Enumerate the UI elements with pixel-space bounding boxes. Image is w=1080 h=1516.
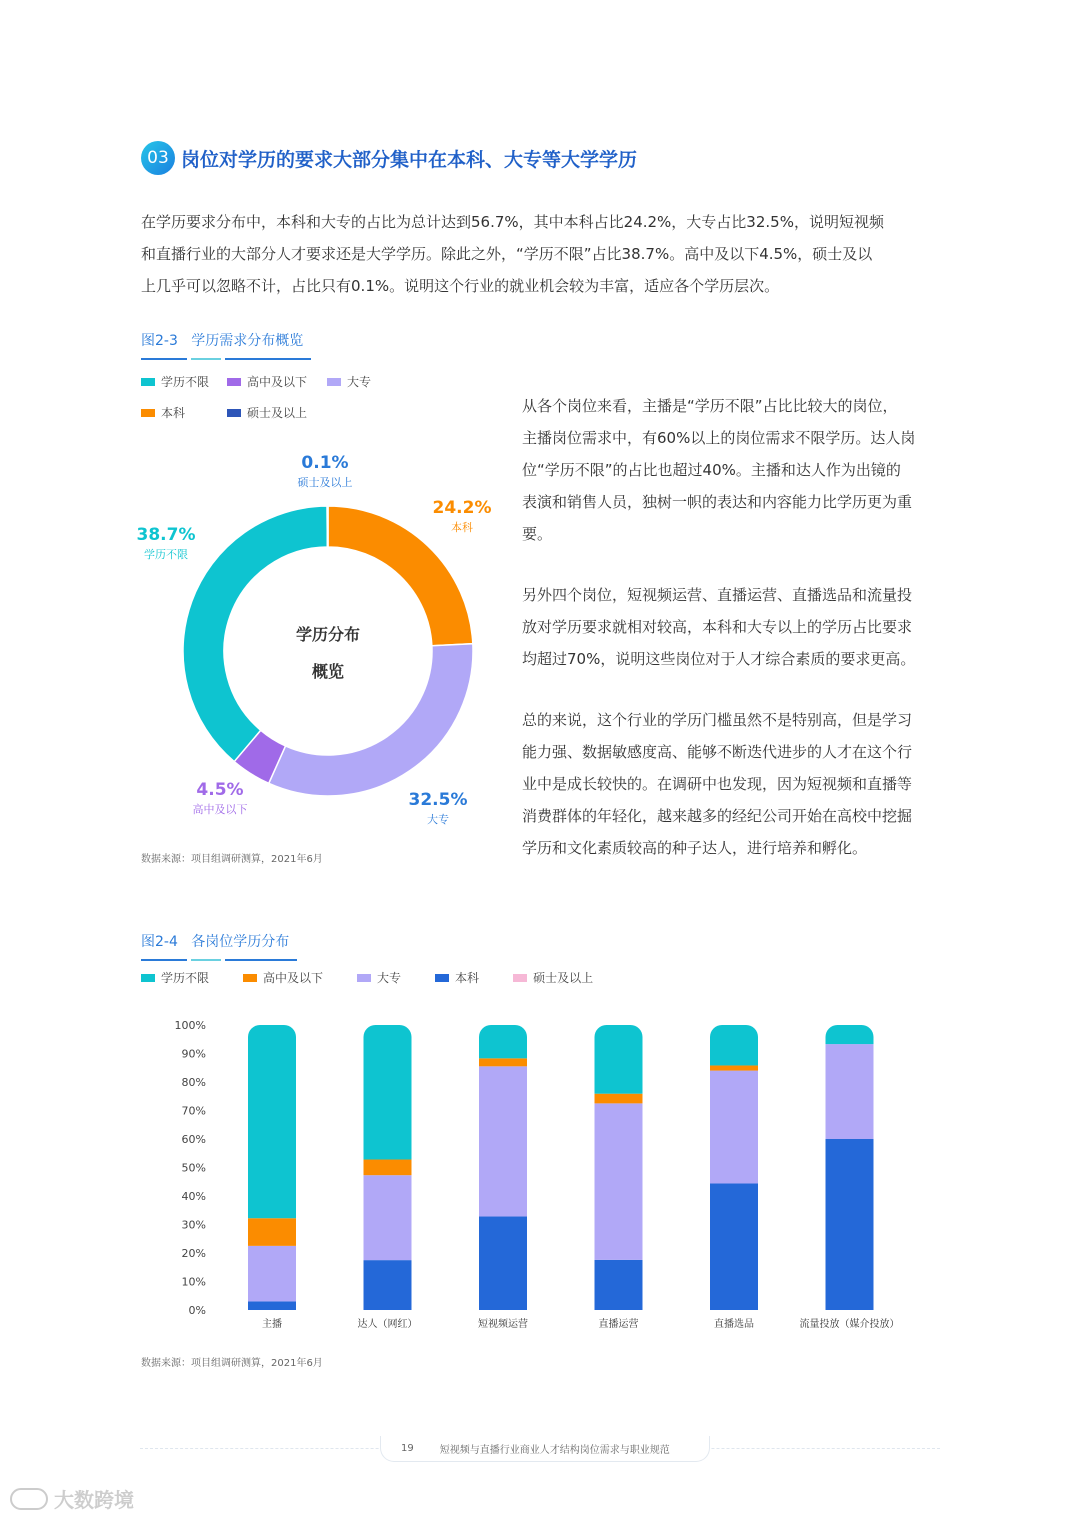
- slice-name-label: 学历不限: [144, 548, 188, 561]
- paragraph: [522, 579, 952, 675]
- legend-item: [357, 969, 401, 986]
- watermark-text: 大数跨境: [54, 1488, 134, 1512]
- analysis-text: [522, 390, 952, 864]
- bar-segment-本科: [248, 1301, 296, 1310]
- y-tick-label: 70%: [181, 1104, 206, 1118]
- y-tick-label: 90%: [181, 1047, 206, 1061]
- legend-item: [141, 404, 227, 421]
- y-tick-label: 10%: [181, 1275, 206, 1289]
- figure-title: 图2-3 学历需求分布概览: [141, 333, 304, 349]
- text-line: 从各个岗位来看，主播是“学历不限”占比比较大的岗位，: [522, 397, 898, 415]
- x-tick-label: 直播选品: [714, 1319, 754, 1330]
- legend-label: 高中及以下: [247, 375, 308, 389]
- text-line: 能力强、数据敏感度高、能够不断迭代进步的人才在这个行: [522, 743, 913, 761]
- legend-swatch: [227, 409, 241, 417]
- slice-value-label: 0.1%: [301, 453, 349, 473]
- bar-segment-高中及以下: [248, 1218, 296, 1246]
- text-line: 位“学历不限”的占比也超过40%。主播和达人作为出镜的: [522, 461, 901, 479]
- figure-2-3-header: [141, 330, 311, 360]
- legend-label: 硕士及以上: [533, 971, 594, 985]
- figure-source: 数据来源：项目组调研测算，2021年6月: [141, 854, 323, 865]
- slice-name-label: 本科: [451, 521, 473, 534]
- slice-value-label: 4.5%: [196, 780, 244, 800]
- bar-segment-学历不限: [479, 1025, 527, 1058]
- donut-slice-大专: [269, 644, 473, 796]
- bar-segment-本科: [826, 1139, 874, 1310]
- legend-item: [227, 404, 327, 421]
- figure-title: 图2-4 各岗位学历分布: [141, 934, 290, 950]
- legend-swatch: [227, 378, 241, 386]
- legend-item: [435, 969, 479, 986]
- x-tick-label: 短视频运营: [478, 1319, 528, 1330]
- legend-label: 高中及以下: [263, 971, 324, 985]
- legend-swatch: [141, 378, 155, 386]
- legend-swatch: [243, 974, 257, 982]
- legend-swatch: [513, 974, 527, 982]
- bar-segment-学历不限: [364, 1025, 412, 1160]
- bar-短视频运营: [479, 1025, 527, 1310]
- bar-直播选品: [710, 1025, 758, 1310]
- slice-value-label: 38.7%: [136, 525, 196, 545]
- y-tick-label: 0%: [188, 1304, 206, 1317]
- text-line: 另外四个岗位，短视频运营、直播运营、直播选品和流量投: [522, 586, 913, 604]
- slice-value-label: 24.2%: [432, 498, 492, 518]
- y-tick-label: 30%: [181, 1218, 206, 1232]
- legend-label: 大专: [347, 375, 372, 389]
- watermark: [10, 1484, 134, 1513]
- legend-item: [141, 373, 227, 390]
- bar-segment-本科: [710, 1183, 758, 1310]
- donut-chart: [130, 450, 510, 850]
- x-tick-label: 主播: [262, 1319, 282, 1330]
- y-tick-label: 60%: [181, 1133, 206, 1146]
- bar-直播运营: [595, 1025, 643, 1310]
- donut-slice-硕士及以上: [327, 506, 328, 547]
- bar-segment-学历不限: [595, 1025, 643, 1094]
- x-tick-label: 直播运营: [598, 1319, 639, 1330]
- bar-segment-大专: [248, 1246, 296, 1302]
- divider: [141, 358, 311, 360]
- text-line: 表演和销售人员，独树一帜的表达和内容能力比学历更为重: [522, 493, 913, 511]
- text-line: 要。: [522, 525, 553, 543]
- legend-swatch: [141, 974, 155, 982]
- page-number: 19: [401, 1443, 414, 1454]
- x-tick-label: 流量投放（媒介投放）: [799, 1319, 900, 1330]
- legend-label: 大专: [377, 971, 402, 985]
- legend-swatch: [327, 378, 341, 386]
- donut-center-label: 学历分布: [295, 625, 361, 644]
- bar-segment-本科: [364, 1260, 412, 1310]
- bar-segment-高中及以下: [710, 1065, 758, 1070]
- watermark-logo-icon: [10, 1488, 48, 1510]
- report-title: 短视频与直播行业商业人才结构岗位需求与职业规范: [439, 1445, 670, 1456]
- slice-name-label: 硕士及以上: [297, 476, 353, 489]
- slice-name-label: 高中及以下: [192, 803, 248, 816]
- intro-line: 和直播行业的大部分人才要求还是大学学历。除此之外，“学历不限”占比38.7%。高中及以下4.5%，硕士及以: [141, 245, 873, 263]
- text-line: 业中是成长较快的。在调研中也发现，因为短视频和直播等: [522, 775, 913, 793]
- bar-segment-学历不限: [826, 1025, 874, 1044]
- bar-达人（网红）: [364, 1025, 412, 1310]
- divider: [141, 959, 297, 961]
- text-line: 均超过70%，说明这些岗位对于人才综合素质的要求更高。: [522, 650, 916, 668]
- section-number-badge: 03: [141, 141, 175, 175]
- slice-name-label: 大专: [427, 813, 449, 826]
- legend-label: 本科: [455, 971, 480, 985]
- legend-item: [141, 969, 209, 986]
- bar-legend: [141, 969, 593, 986]
- legend-swatch: [357, 974, 371, 982]
- bar-segment-学历不限: [248, 1025, 296, 1218]
- legend-label: 学历不限: [161, 375, 210, 389]
- bar-segment-本科: [595, 1260, 643, 1310]
- bar-segment-大专: [479, 1066, 527, 1216]
- legend-item: [227, 373, 327, 390]
- legend-swatch: [435, 974, 449, 982]
- bar-segment-大专: [710, 1071, 758, 1184]
- bar-segment-本科: [479, 1217, 527, 1310]
- legend-item: [327, 373, 397, 390]
- intro-line: 上几乎可以忽略不计，占比只有0.1%。说明这个行业的就业机会较为丰富，适应各个学历层次。: [141, 277, 780, 295]
- text-line: 放对学历要求就相对较高，本科和大专以上的学历占比要求: [522, 618, 913, 636]
- donut-legend: [141, 373, 401, 421]
- bar-segment-大专: [826, 1044, 874, 1139]
- stacked-bar-chart: [160, 1010, 940, 1340]
- donut-center-label: 概览: [311, 662, 345, 681]
- paragraph: [522, 704, 952, 864]
- figure-2-4-header: [141, 931, 297, 961]
- bar-segment-大专: [595, 1103, 643, 1259]
- text-line: 主播岗位需求中，有60%以上的岗位需求不限学历。达人岗: [522, 429, 916, 447]
- bar-segment-高中及以下: [364, 1160, 412, 1176]
- section-title: 岗位对学历的要求大部分集中在本科、大专等大学学历: [181, 149, 638, 171]
- y-tick-label: 100%: [174, 1019, 206, 1032]
- bar-segment-学历不限: [710, 1025, 758, 1065]
- text-line: 总的来说，这个行业的学历门槛虽然不是特别高，但是学习: [522, 711, 913, 729]
- text-line: 消费群体的年轻化，越来越多的经纪公司开始在高校中挖掘: [522, 807, 913, 825]
- bar-segment-高中及以下: [595, 1094, 643, 1104]
- bar-segment-大专: [364, 1175, 412, 1260]
- legend-item: [243, 969, 323, 986]
- bar-主播: [248, 1025, 296, 1310]
- legend-label: 本科: [161, 406, 186, 420]
- text-line: 学历和文化素质较高的种子达人，进行培养和孵化。: [522, 839, 868, 857]
- bar-流量投放（媒介投放）: [826, 1025, 874, 1310]
- legend-item: [513, 969, 593, 986]
- intro-line: 在学历要求分布中，本科和大专的占比为总计达到56.7%，其中本科占比24.2%，大专占比32.5%，说明短视频: [141, 213, 884, 231]
- legend-label: 学历不限: [161, 971, 210, 985]
- y-tick-label: 80%: [181, 1076, 206, 1089]
- legend-swatch: [141, 409, 155, 417]
- intro-paragraph: [141, 206, 951, 302]
- page-footer: [380, 1436, 710, 1462]
- paragraph: [522, 390, 952, 550]
- figure-source: 数据来源：项目组调研测算，2021年6月: [141, 1358, 323, 1369]
- slice-value-label: 32.5%: [408, 790, 468, 810]
- legend-label: 硕士及以上: [247, 406, 308, 420]
- x-tick-label: 达人（网红）: [357, 1319, 418, 1330]
- y-tick-label: 40%: [181, 1190, 206, 1203]
- bar-segment-高中及以下: [479, 1058, 527, 1066]
- y-tick-label: 20%: [181, 1247, 206, 1260]
- y-tick-label: 50%: [181, 1161, 206, 1175]
